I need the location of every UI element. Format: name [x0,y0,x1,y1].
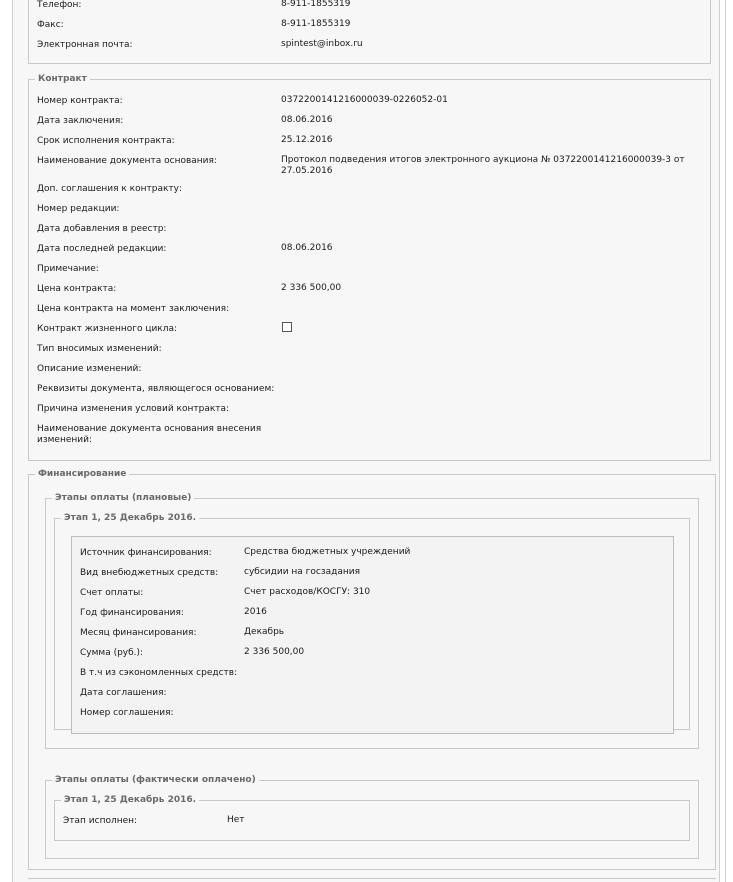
financing-legend: Финансирование [35,468,129,480]
funding-year-value: 2016 [244,607,267,617]
contract-number-label: Номер контракта: [37,96,123,106]
basis-requisites-label: Реквизиты документа, являющегося основанием: [37,384,275,394]
change-reason-label: Причина изменения условий контракта: [37,404,230,414]
offbudget-type-label: Вид внебюджетных средств: [80,568,219,578]
execution-term-label: Срок исполнения контракта: [37,136,175,146]
right-border [725,0,726,882]
change-basis-document-label: Наименование документа основания внесения изменений: [37,424,262,445]
bottom-border [28,878,716,879]
phone-value: 8-911-1855319 [281,0,351,9]
contact-section [28,0,711,64]
planned-stage-section [54,513,690,730]
contract-number-value: 0372200141216000039-0226052-01 [281,95,448,105]
last-revision-date-label: Дата последней редакции: [37,244,167,254]
stage-completed-value: Нет [227,815,245,825]
life-cycle-contract-label: Контракт жизненного цикла: [37,324,178,334]
email-label: Электронная почта: [37,40,133,50]
email-value: spintest@inbox.ru [281,39,363,49]
funding-month-label: Месяц финансирования: [80,628,197,638]
contract-section [28,74,711,461]
planned-payments-legend: Этапы оплаты (плановые) [52,492,194,504]
conclusion-date-label: Дата заключения: [37,116,124,126]
change-type-label: Тип вносимых изменений: [37,344,162,354]
last-revision-date-value: 08.06.2016 [281,243,333,253]
fax-label: Факс: [37,20,64,30]
fax-value: 8-911-1855319 [281,19,351,29]
phone-label: Телефон: [37,0,82,10]
change-description-label: Описание изменений: [37,364,142,374]
planned-payments-section [45,493,699,749]
actual-stage-section [54,795,690,841]
revision-number-label: Номер редакции: [37,204,120,214]
registry-date-label: Дата добавления в реестр: [37,224,167,234]
price-at-conclusion-label: Цена контракта на момент заключения: [37,304,230,314]
funding-source-value: Средства бюджетных учреждений [244,547,411,557]
saved-funds-label: В т.ч из сэкономленных средств: [80,668,238,678]
contract-price-label: Цена контракта: [37,284,117,294]
contract-price-value: 2 336 500,00 [281,283,342,293]
conclusion-date-value: 08.06.2016 [281,115,333,125]
execution-term-value: 25.12.2016 [281,135,333,145]
agreement-number-label: Номер соглашения: [80,708,174,718]
stage-completed-label: Этап исполнен: [63,816,138,826]
amount-label: Сумма (руб.): [80,648,144,658]
payment-account-value: Счет расходов/КОСГУ: 310 [244,587,371,597]
planned-stage-details [71,536,674,734]
additional-agreements-label: Доп. соглашения к контракту: [37,184,183,194]
life-cycle-checkbox[interactable] [282,322,292,332]
agreement-date-label: Дата соглашения: [80,688,167,698]
funding-source-label: Источник финансирования: [80,548,212,558]
funding-year-label: Год финансирования: [80,608,184,618]
actual-payments-section [45,775,699,859]
offbudget-type-value: субсидии на госзадания [244,567,361,577]
note-label: Примечание: [37,264,99,274]
amount-value: 2 336 500,00 [244,647,305,657]
actual-payments-legend: Этапы оплаты (фактически оплачено) [52,774,259,786]
basis-document-label: Наименование документа основания: [37,156,217,166]
planned-stage-legend: Этап 1, 25 Декабрь 2016. [61,512,199,524]
payment-account-label: Счет оплаты: [80,588,144,598]
actual-stage-legend: Этап 1, 25 Декабрь 2016. [61,794,199,806]
basis-document-value: Протокол подведения итогов электронного аукциона № 0372200141216000039-3 от 27.05.2016 [281,155,685,176]
financing-section [28,469,716,870]
contract-legend: Контракт [35,73,90,85]
funding-month-value: Декабрь [244,627,285,637]
